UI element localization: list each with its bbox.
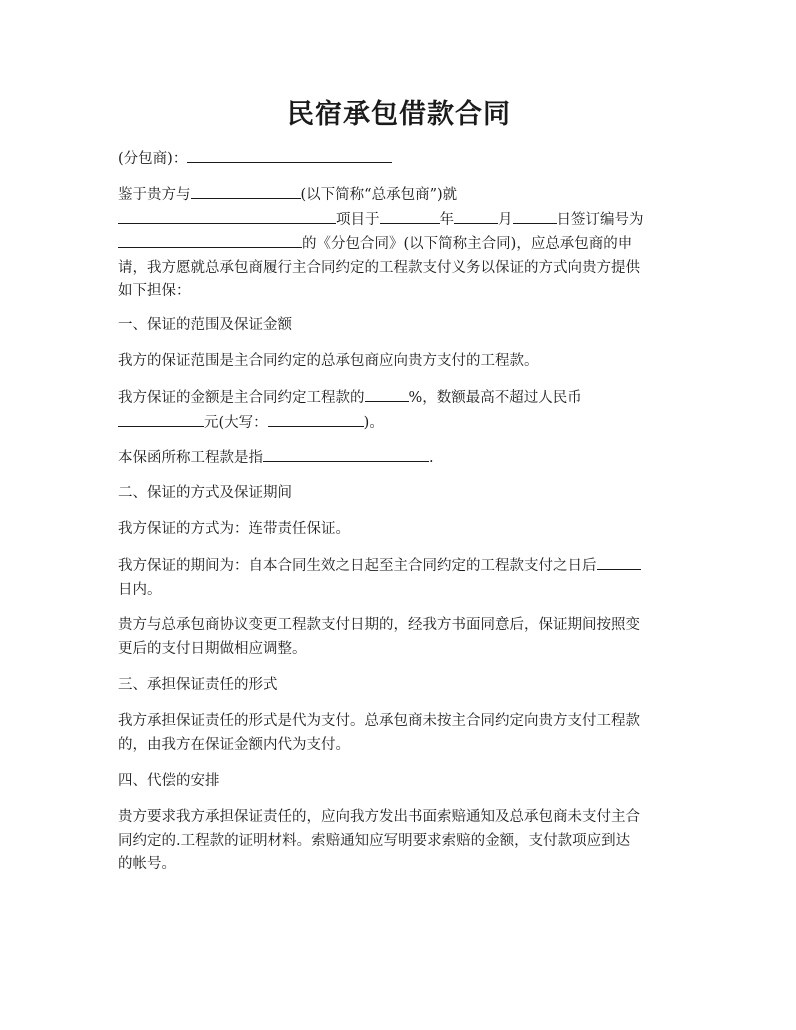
section-4-para-1-line-2: 同约定的.工程款的证明材料。索赔通知应写明要求索赔的金额，支付款项应到达 <box>118 832 631 849</box>
blank-year <box>380 208 440 224</box>
intro-text: 年 <box>439 211 454 228</box>
para-text: %，数额最高不超过人民币 <box>408 390 582 406</box>
subcontractor-blank <box>187 147 392 163</box>
intro-text: 项目于 <box>336 211 380 228</box>
intro-line-3 <box>118 232 680 257</box>
section-3-para-1 <box>118 710 680 757</box>
section-2-para-3-line-2: 更后的支付日期做相应调整。 <box>118 640 307 657</box>
intro-text: (以下简称“总承包商”)就 <box>300 187 458 203</box>
blank-amount <box>118 411 204 427</box>
blank-month <box>454 208 498 224</box>
para-text: 我方保证的金额是主合同约定工程款的 <box>118 390 365 406</box>
section-2-heading: 二、保证的方式及保证期间 <box>118 485 292 501</box>
blank-day <box>513 208 557 224</box>
section-1-heading: 一、保证的范围及保证金额 <box>118 317 292 333</box>
section-2-para-2 <box>118 554 680 602</box>
section-3-para-1-line-2: 的，由我方在保证金额内代为支付。 <box>118 736 350 753</box>
section-2-para-2-line-2: 日内。 <box>118 581 162 598</box>
section-1-para-1: 我方的保证范围是主合同约定的总承包商应向贵方支付的工程款。 <box>118 353 539 369</box>
intro-line-1 <box>118 183 680 208</box>
intro-text: 月 <box>498 211 513 228</box>
document-title: 民宿承包借款合同 <box>287 99 511 130</box>
blank-project <box>118 208 336 224</box>
intro-line-4: 请，我方愿就总承包商履行主合同约定的工程款支付义务以保证的方式向贵方提供 <box>118 259 640 276</box>
para-text: . <box>429 450 434 466</box>
section-4-para-1-line-1: 贵方要求我方承担保证责任的，应向我方发出书面索赔通知及总承包商未支付主合 <box>118 809 640 825</box>
para-text: 我方保证的期间为：自本合同生效之日起至主合同约定的工程款支付之日后 <box>118 558 597 574</box>
blank-work-payment <box>263 446 429 462</box>
section-1-para-2-line-1 <box>118 386 680 411</box>
section-2-para-3-line-1: 贵方与总承包商协议变更工程款支付日期的，经我方书面同意后，保证期间按照变 <box>118 617 640 633</box>
section-3-heading: 三、承担保证责任的形式 <box>118 677 278 693</box>
section-4-heading: 四、代偿的安排 <box>118 773 220 789</box>
blank-contract-no <box>118 232 302 248</box>
intro-paragraph <box>118 183 680 304</box>
blank-amount-words <box>268 411 364 427</box>
blank-party <box>191 183 301 199</box>
para-text: 元(大写： <box>204 414 268 431</box>
section-1-para-2-line-2 <box>118 411 680 436</box>
intro-line-2 <box>118 208 680 233</box>
section-4-para-1 <box>118 806 680 877</box>
section-4-para-1-line-3: 的帐号。 <box>118 856 176 872</box>
intro-line-5: 如下担保： <box>118 283 191 299</box>
section-3-para-1-line-1: 我方承担保证责任的形式是代为支付。总承包商未按主合同约定向贵方支付工程款 <box>118 713 640 729</box>
intro-text: 鉴于贵方与 <box>118 187 191 203</box>
intro-text: 日签订编号为 <box>556 211 644 228</box>
section-1-para-3 <box>118 446 680 471</box>
subcontractor-line <box>118 147 680 172</box>
blank-percent <box>365 386 409 402</box>
intro-text: 的《分包合同》(以下简称主合同)，应总承包商的申 <box>302 236 633 252</box>
para-text: )。 <box>363 414 384 431</box>
section-2-para-3 <box>118 614 680 661</box>
section-1-para-2 <box>118 386 680 435</box>
section-2-para-1: 我方保证的方式为：连带责任保证。 <box>118 521 350 537</box>
blank-days <box>597 554 641 570</box>
section-2-para-2-line-1 <box>118 554 680 579</box>
para-text: 本保函所称工程款是指 <box>118 450 263 466</box>
subcontractor-label: (分包商)： <box>118 151 188 167</box>
